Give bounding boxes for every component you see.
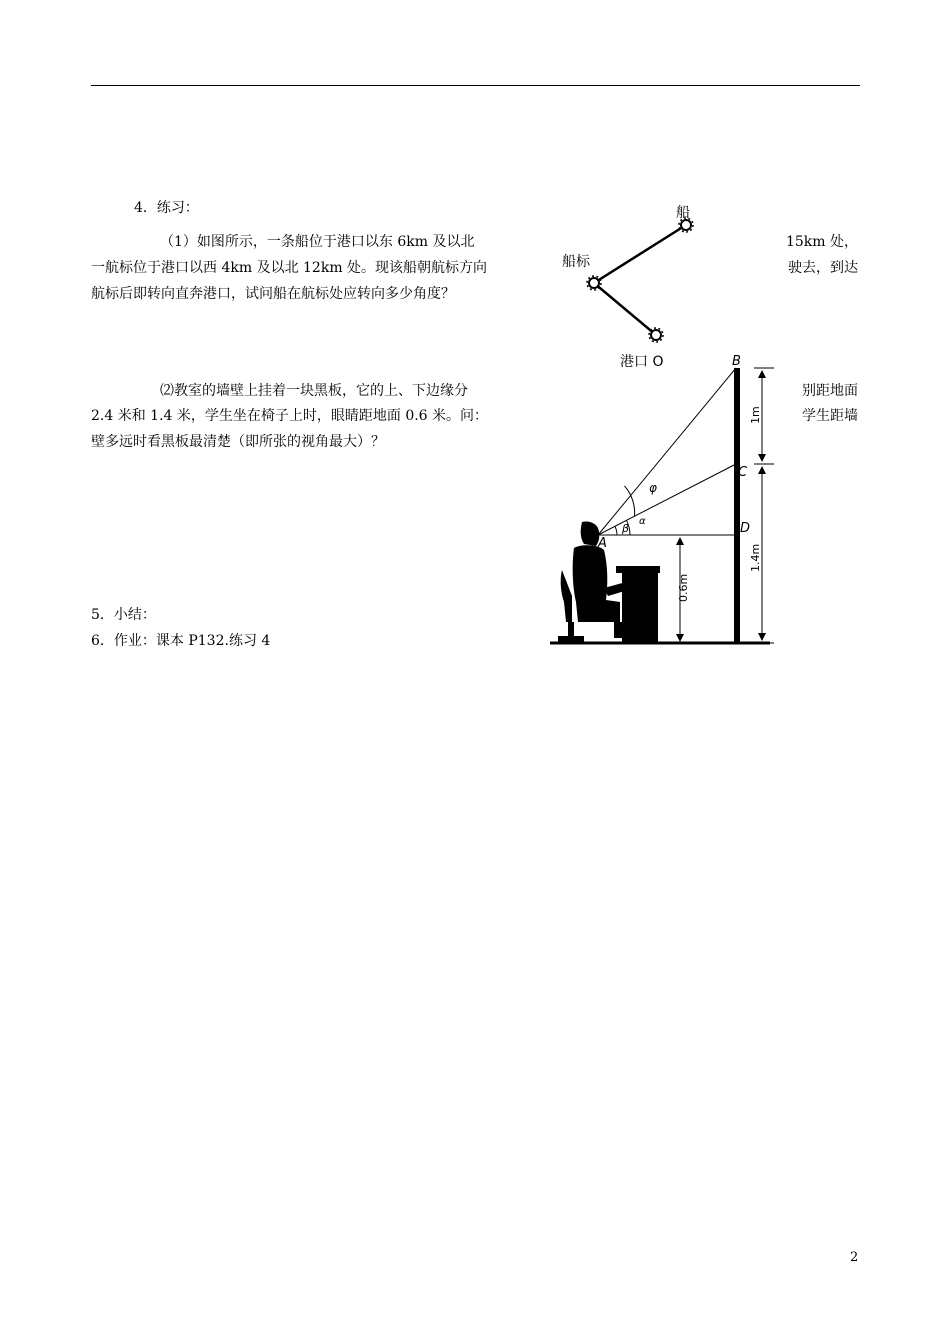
label-dim-bc: 1m bbox=[749, 406, 762, 424]
student-silhouette-icon bbox=[558, 521, 660, 643]
port-label: 港口 O bbox=[620, 354, 664, 370]
label-angle-alpha: α bbox=[639, 516, 646, 527]
sight-line-ab bbox=[598, 368, 736, 535]
q2-line2: 2.4 米和 1.4 米，学生坐在椅子上时，眼睛距地面 0.6 米。问： bbox=[91, 408, 489, 424]
header-rule bbox=[91, 85, 860, 86]
label-point-a: A bbox=[598, 536, 607, 551]
beacon-label: 船标 bbox=[562, 254, 590, 270]
port-marker-icon bbox=[649, 328, 663, 342]
label-dim-ground-d: 1.4m bbox=[749, 543, 762, 572]
section-4-heading: 4．练习： bbox=[134, 200, 199, 216]
q2-line2-right: 学生距墙 bbox=[802, 408, 858, 424]
ship-beacon-figure bbox=[550, 195, 720, 375]
q1-line3: 航标后即转向直奔港口，试问船在航标处应转向多少角度？ bbox=[91, 286, 455, 302]
q1-line1: （1）如图所示，一条船位于港口以东 6km 及以北 bbox=[160, 234, 475, 250]
ship-to-beacon-path bbox=[594, 225, 686, 283]
label-angle-beta: β bbox=[622, 522, 630, 535]
angle-beta-arc bbox=[615, 526, 617, 535]
label-point-c: C bbox=[738, 465, 748, 480]
q2-line1: ⑵教室的墙壁上挂着一块黑板，它的上、下边缘分 bbox=[160, 383, 468, 399]
label-point-d: D bbox=[740, 521, 751, 536]
label-dim-eye: 0.6m bbox=[677, 573, 690, 602]
label-angle-phi: φ bbox=[649, 481, 657, 495]
section-6-homework: 6．作业：课本 P132.练习 4 bbox=[91, 633, 271, 649]
page-number: 2 bbox=[850, 1250, 859, 1265]
q1-line2-right: 驶去，到达 bbox=[788, 260, 858, 276]
q2-line3: 壁多远时看黑板最清楚（即所张的视角最大）？ bbox=[91, 434, 385, 450]
q1-line1-right: 15km 处， bbox=[785, 234, 858, 250]
q2-line1-right: 别距地面 bbox=[802, 383, 858, 399]
wall bbox=[734, 368, 740, 643]
section-5-summary: 5．小结： bbox=[91, 607, 156, 623]
beacon-to-port-path bbox=[594, 283, 656, 335]
q1-line2: 一航标位于港口以西 4km 及以北 12km 处。现该船朝航标方向 bbox=[91, 260, 488, 276]
beacon-marker-icon bbox=[587, 276, 601, 290]
blackboard-angle-figure bbox=[548, 352, 780, 650]
label-point-b: B bbox=[732, 354, 741, 369]
sight-line-ac bbox=[598, 464, 736, 535]
ship-label: 船 bbox=[676, 205, 690, 221]
